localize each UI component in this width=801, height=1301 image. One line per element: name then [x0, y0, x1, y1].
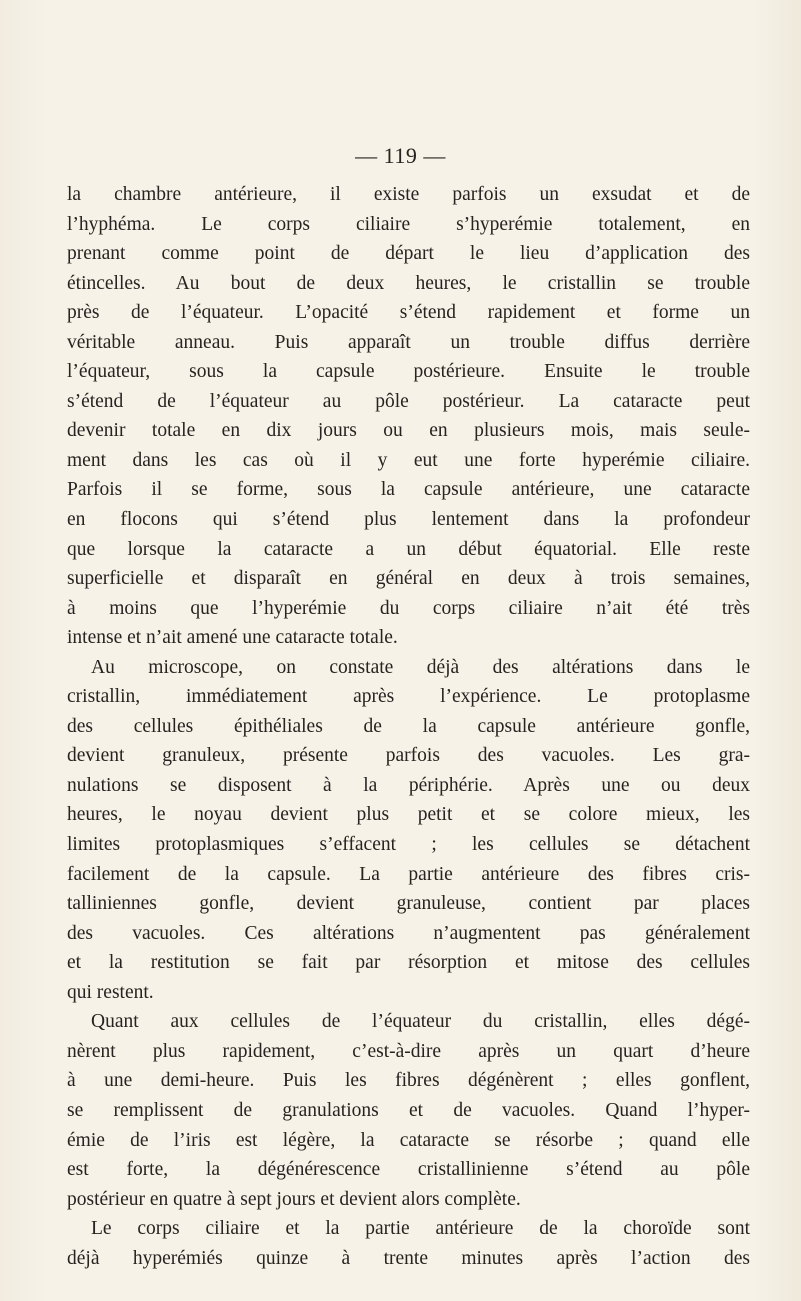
text-line: facilement de la capsule. La partie antérieure des fibres cris-: [67, 863, 750, 885]
text-line: des vacuoles. Ces altérations n’augmentent pas généralement: [67, 922, 750, 944]
text-line: que lorsque la cataracte a un début équatorial. Elle reste: [67, 538, 750, 560]
page-number: — 119 —: [355, 143, 446, 168]
text-line: qui restent.: [67, 981, 154, 1003]
text-line: déjà hyperémiés quinze à trente minutes après l’action des: [67, 1247, 750, 1269]
text-line: Parfois il se forme, sous la capsule antérieure, une cataracte: [67, 479, 750, 501]
text-line: près de l’équateur. L’opacité s’étend rapidement et forme un: [67, 302, 750, 324]
text-line: nulations se disposent à la périphérie. Après une ou deux: [67, 774, 750, 796]
text-line: émie de l’iris est légère, la cataracte se résorbe ; quand elle: [67, 1129, 750, 1151]
text-line: à une demi-heure. Puis les fibres dégénèrent ; elles gonflent,: [67, 1070, 750, 1092]
text-line: l’équateur, sous la capsule postérieure. Ensuite le trouble: [67, 361, 750, 383]
text-line: ment dans les cas où il y eut une forte hyperémie ciliaire.: [67, 449, 750, 471]
text-line: Quant aux cellules de l’équateur du cristallin, elles dégé-: [91, 1011, 750, 1033]
text-line: limites protoplasmiques s’effacent ; les cellules se détachent: [67, 834, 750, 856]
text-line: cristallin, immédiatement après l’expérience. Le protoplasme: [67, 686, 750, 708]
text-line: superficielle et disparaît en général en deux à trois semaines,: [67, 568, 750, 590]
text-line: nèrent plus rapidement, c’est-à-dire après un quart d’heure: [67, 1040, 750, 1062]
text-line: étincelles. Au bout de deux heures, le cristallin se trouble: [67, 272, 750, 294]
text-line: l’hyphéma. Le corps ciliaire s’hyperémie totalement, en: [67, 213, 750, 235]
text-line: s’étend de l’équateur au pôle postérieur. La cataracte peut: [67, 390, 750, 412]
text-line: Au microscope, on constate déjà des altérations dans le: [91, 656, 750, 678]
text-line: en flocons qui s’étend plus lentement dans la profondeur: [67, 509, 750, 531]
text-line: à moins que l’hyperémie du corps ciliaire n’ait été très: [67, 597, 750, 619]
text-line: postérieur en quatre à sept jours et devient alors complète.: [67, 1188, 521, 1210]
text-line: talliniennes gonfle, devient granuleuse, contient par places: [67, 893, 750, 915]
text-line: devient granuleux, présente parfois des vacuoles. Les gra-: [67, 745, 750, 767]
text-line: des cellules épithéliales de la capsule antérieure gonfle,: [67, 715, 750, 737]
text-line: Le corps ciliaire et la partie antérieure de la choroïde sont: [91, 1218, 750, 1240]
body-text: [67, 180, 750, 1273]
text-line: prenant comme point de départ le lieu d’application des: [67, 243, 750, 265]
text-line: devenir totale en dix jours ou en plusieurs mois, mais seule-: [67, 420, 750, 442]
text-line: véritable anneau. Puis apparaît un trouble diffus derrière: [67, 331, 750, 353]
text-line: la chambre antérieure, il existe parfois un exsudat et de: [67, 184, 750, 205]
text-line: se remplissent de granulations et de vacuoles. Quand l’hyper-: [67, 1099, 750, 1121]
text-line: intense et n’ait amené une cataracte totale.: [67, 627, 398, 649]
text-line: et la restitution se fait par résorption et mitose des cellules: [67, 952, 750, 974]
text-line: est forte, la dégénérescence cristallinienne s’étend au pôle: [67, 1159, 750, 1181]
text-line: heures, le noyau devient plus petit et se colore mieux, les: [67, 804, 750, 826]
